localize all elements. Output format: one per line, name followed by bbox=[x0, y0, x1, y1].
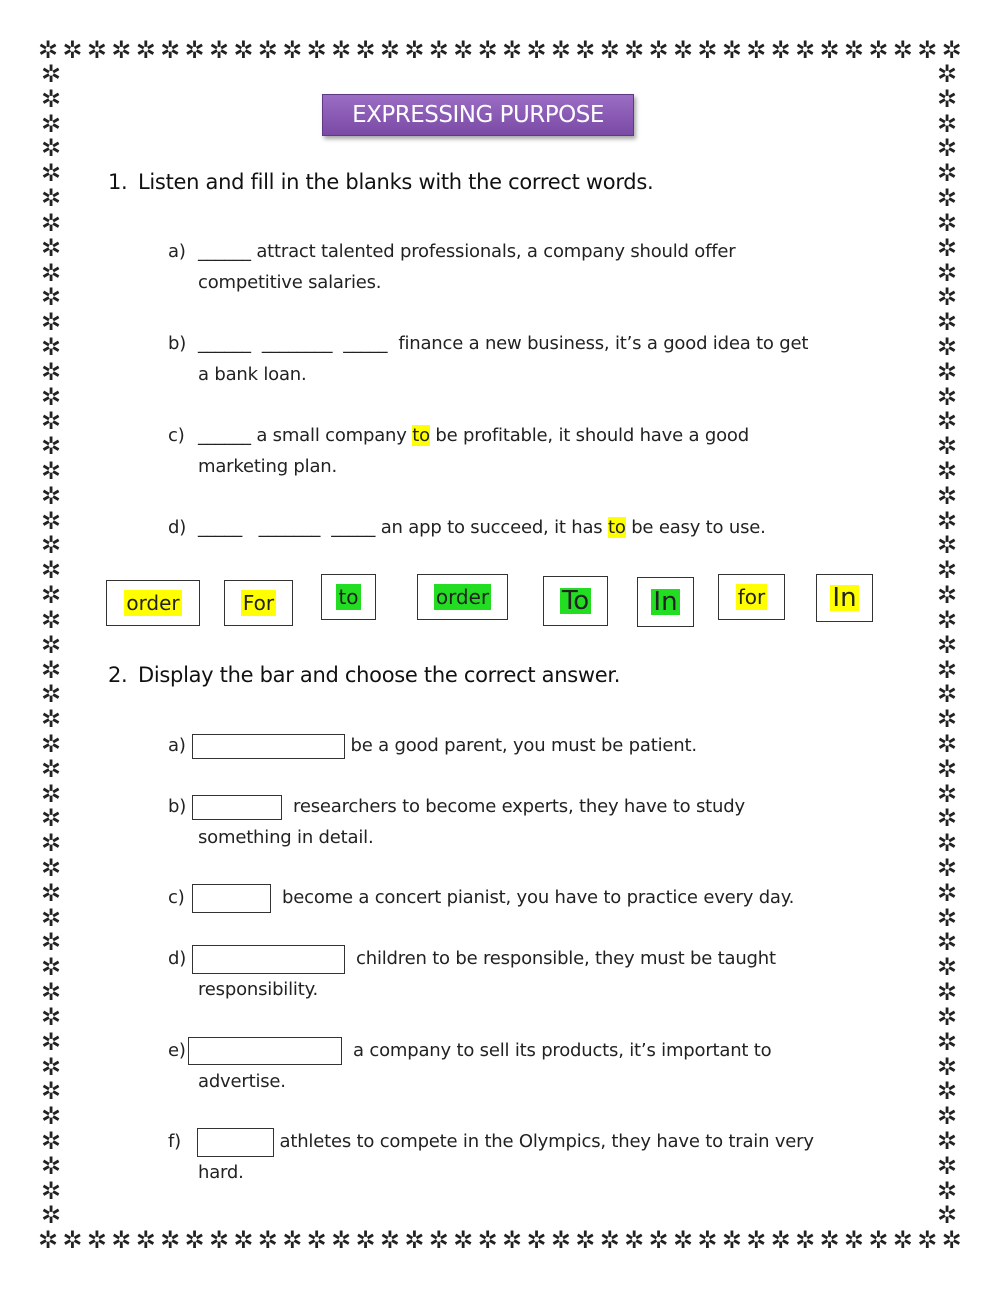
border-star-icon: ✲ bbox=[40, 184, 62, 213]
border-star-icon: ✲ bbox=[355, 36, 376, 64]
item-text: researchers to become experts, they have to study bbox=[293, 796, 745, 817]
word-tile-text: order bbox=[126, 591, 180, 615]
border-star-icon: ✲ bbox=[936, 655, 958, 684]
word-tile-text: In bbox=[832, 583, 857, 613]
section1-number: 1. bbox=[108, 170, 128, 194]
item-label: c) bbox=[168, 887, 185, 908]
section1-heading bbox=[108, 170, 653, 194]
border-star-icon: ✲ bbox=[672, 36, 694, 64]
item-line: ______ ________ _____ finance a new business, it’s a good idea to get bbox=[198, 333, 809, 354]
border-star-icon: ✲ bbox=[40, 1126, 62, 1155]
border-star-icon: ✲ bbox=[697, 1226, 718, 1254]
border-star-icon: ✲ bbox=[404, 36, 425, 64]
word-tile-text: for bbox=[737, 585, 766, 609]
border-star-icon: ✲ bbox=[379, 1226, 401, 1254]
item-label: f) bbox=[168, 1131, 181, 1152]
word-tile-in-green[interactable] bbox=[637, 577, 694, 627]
word-tile-text: to bbox=[338, 585, 359, 609]
border-star-icon: ✲ bbox=[526, 1226, 547, 1254]
border-star-icon: ✲ bbox=[40, 159, 62, 188]
border-star-icon: ✲ bbox=[936, 804, 958, 833]
border-star-icon: ✲ bbox=[86, 1226, 107, 1254]
border-star-icon: ✲ bbox=[184, 36, 205, 64]
border-top bbox=[38, 37, 962, 63]
border-star-icon: ✲ bbox=[40, 109, 62, 138]
border-star-icon: ✲ bbox=[40, 1077, 62, 1106]
item-label: d) bbox=[168, 948, 187, 969]
border-star-icon: ✲ bbox=[550, 1226, 571, 1254]
border-star-icon: ✲ bbox=[936, 705, 958, 734]
word-tile-to-capital[interactable] bbox=[543, 576, 608, 626]
word-tile-in-yellow[interactable] bbox=[816, 574, 873, 622]
border-star-icon: ✲ bbox=[184, 1226, 205, 1254]
border-star-icon: ✲ bbox=[40, 829, 62, 858]
item-line: hard. bbox=[198, 1162, 244, 1183]
border-star-icon: ✲ bbox=[819, 36, 840, 64]
border-star-icon: ✲ bbox=[575, 36, 596, 64]
s2-item-a bbox=[168, 730, 868, 761]
border-star-icon: ✲ bbox=[936, 208, 958, 237]
border-star-icon: ✲ bbox=[936, 556, 958, 585]
border-star-icon: ✲ bbox=[135, 36, 156, 64]
border-star-icon: ✲ bbox=[936, 903, 958, 932]
border-star-icon: ✲ bbox=[936, 233, 958, 262]
border-star-icon: ✲ bbox=[936, 581, 958, 610]
border-star-icon: ✲ bbox=[721, 36, 742, 64]
item-label: b) bbox=[168, 333, 187, 354]
border-star-icon: ✲ bbox=[624, 1226, 645, 1254]
border-star-icon: ✲ bbox=[936, 308, 958, 337]
border-star-icon: ✲ bbox=[477, 36, 498, 64]
word-tile-text: To bbox=[561, 586, 590, 616]
border-star-icon: ✲ bbox=[502, 36, 523, 64]
border-star-icon: ✲ bbox=[936, 1027, 958, 1056]
section2-heading-text: Display the bar and choose the correct answer. bbox=[138, 663, 621, 687]
word-tile-for[interactable] bbox=[718, 574, 785, 620]
word-tile-for-capital[interactable] bbox=[224, 580, 293, 626]
border-star-icon: ✲ bbox=[40, 680, 62, 709]
border-star-icon: ✲ bbox=[936, 332, 958, 361]
border-star-icon: ✲ bbox=[233, 1226, 254, 1254]
border-star-icon: ✲ bbox=[257, 36, 278, 64]
border-star-icon: ✲ bbox=[40, 630, 62, 659]
border-star-icon: ✲ bbox=[721, 1226, 742, 1254]
border-star-icon: ✲ bbox=[936, 184, 958, 213]
border-star-icon: ✲ bbox=[40, 556, 62, 585]
border-star-icon: ✲ bbox=[936, 729, 958, 758]
border-star-icon: ✲ bbox=[40, 1052, 62, 1081]
border-star-icon: ✲ bbox=[936, 754, 958, 783]
border-star-icon: ✲ bbox=[40, 804, 62, 833]
border-star-icon: ✲ bbox=[936, 134, 958, 163]
border-star-icon: ✲ bbox=[160, 1226, 181, 1254]
border-star-icon: ✲ bbox=[282, 36, 303, 64]
border-star-icon: ✲ bbox=[40, 1151, 62, 1180]
border-star-icon: ✲ bbox=[428, 36, 449, 64]
border-bottom bbox=[38, 1227, 962, 1253]
border-star-icon: ✲ bbox=[40, 1102, 62, 1131]
border-star-icon: ✲ bbox=[40, 84, 62, 113]
border-star-icon: ✲ bbox=[40, 457, 62, 485]
border-star-icon: ✲ bbox=[868, 1226, 889, 1254]
border-star-icon: ✲ bbox=[599, 36, 620, 64]
border-star-icon: ✲ bbox=[936, 60, 958, 88]
border-star-icon: ✲ bbox=[550, 36, 571, 64]
border-star-icon: ✲ bbox=[868, 36, 889, 64]
item-text: _____ _______ _____ an app to succeed, it has bbox=[198, 517, 609, 538]
border-star-icon: ✲ bbox=[331, 1226, 352, 1254]
highlighted-word: to bbox=[608, 517, 626, 538]
item-line: marketing plan. bbox=[198, 456, 338, 477]
item-label: b) bbox=[168, 796, 187, 817]
border-star-icon: ✲ bbox=[331, 36, 352, 64]
border-star-icon: ✲ bbox=[599, 1226, 620, 1254]
border-star-icon: ✲ bbox=[208, 1226, 230, 1254]
border-star-icon: ✲ bbox=[40, 953, 62, 982]
border-star-icon: ✲ bbox=[936, 1052, 958, 1081]
s1-item-b bbox=[168, 328, 868, 390]
item-text: be a good parent, you must be patient. bbox=[350, 735, 697, 756]
item-line: competitive salaries. bbox=[198, 272, 382, 293]
border-star-icon: ✲ bbox=[40, 134, 62, 163]
item-line bbox=[192, 791, 868, 822]
border-star-icon: ✲ bbox=[936, 680, 958, 709]
section2-number: 2. bbox=[108, 663, 128, 687]
border-star-icon: ✲ bbox=[936, 829, 958, 858]
border-star-icon: ✲ bbox=[892, 36, 913, 64]
border-star-icon: ✲ bbox=[936, 928, 958, 957]
border-star-icon: ✲ bbox=[526, 36, 547, 64]
border-star-icon: ✲ bbox=[40, 481, 62, 510]
border-star-icon: ✲ bbox=[40, 903, 62, 932]
s2-item-f bbox=[168, 1126, 868, 1188]
border-star-icon: ✲ bbox=[936, 1126, 958, 1155]
item-line bbox=[192, 943, 868, 974]
item-line: ______ attract talented professionals, a company should offer bbox=[198, 241, 736, 262]
border-star-icon: ✲ bbox=[40, 506, 62, 535]
border-star-icon: ✲ bbox=[936, 1002, 958, 1031]
border-star-icon: ✲ bbox=[819, 1226, 840, 1254]
border-star-icon: ✲ bbox=[40, 878, 62, 907]
border-star-icon: ✲ bbox=[40, 233, 62, 262]
item-text: children to be responsible, they must be taught bbox=[356, 948, 776, 969]
word-tile-text: In bbox=[653, 587, 678, 617]
border-star-icon: ✲ bbox=[40, 1002, 62, 1031]
item-line bbox=[192, 730, 868, 761]
border-star-icon: ✲ bbox=[697, 36, 718, 64]
item-line bbox=[198, 420, 868, 451]
item-line: a bank loan. bbox=[198, 364, 307, 385]
border-star-icon: ✲ bbox=[40, 283, 62, 312]
border-star-icon: ✲ bbox=[936, 1151, 958, 1180]
border-star-icon: ✲ bbox=[477, 1226, 498, 1254]
border-star-icon: ✲ bbox=[624, 36, 645, 64]
border-star-icon: ✲ bbox=[672, 1226, 694, 1254]
border-star-icon: ✲ bbox=[936, 1102, 958, 1131]
item-label: a) bbox=[168, 735, 186, 756]
border-star-icon: ✲ bbox=[40, 60, 62, 88]
item-text: ______ a small company bbox=[198, 425, 413, 446]
section1-heading-text: Listen and fill in the blanks with the correct words. bbox=[138, 170, 654, 194]
border-star-icon: ✲ bbox=[770, 36, 791, 64]
border-star-icon: ✲ bbox=[936, 1077, 958, 1106]
item-line bbox=[188, 1035, 868, 1066]
border-star-icon: ✲ bbox=[936, 506, 958, 535]
border-star-icon: ✲ bbox=[936, 779, 958, 808]
s2-item-b bbox=[168, 791, 868, 853]
border-star-icon: ✲ bbox=[40, 531, 62, 560]
answer-dropdown[interactable] bbox=[188, 1037, 342, 1065]
border-star-icon: ✲ bbox=[355, 1226, 376, 1254]
border-star-icon: ✲ bbox=[770, 1226, 791, 1254]
item-line bbox=[198, 512, 868, 543]
item-text: be profitable, it should have a good bbox=[429, 425, 749, 446]
border-star-icon: ✲ bbox=[453, 1226, 474, 1254]
border-star-icon: ✲ bbox=[40, 705, 62, 734]
border-star-icon: ✲ bbox=[936, 84, 958, 113]
border-star-icon: ✲ bbox=[257, 1226, 278, 1254]
border-star-icon: ✲ bbox=[936, 878, 958, 907]
border-star-icon: ✲ bbox=[936, 283, 958, 312]
border-star-icon: ✲ bbox=[936, 953, 958, 982]
s1-item-a bbox=[168, 236, 868, 298]
item-line: responsibility. bbox=[198, 979, 318, 1000]
border-star-icon: ✲ bbox=[111, 1226, 132, 1254]
border-star-icon: ✲ bbox=[936, 978, 958, 1007]
border-star-icon: ✲ bbox=[746, 1226, 767, 1254]
border-star-icon: ✲ bbox=[306, 1226, 327, 1254]
border-star-icon: ✲ bbox=[941, 1226, 962, 1254]
border-star-icon: ✲ bbox=[40, 1176, 62, 1205]
border-star-icon: ✲ bbox=[936, 357, 958, 386]
border-star-icon: ✲ bbox=[38, 36, 59, 64]
border-star-icon: ✲ bbox=[648, 36, 669, 64]
border-star-icon: ✲ bbox=[917, 1226, 938, 1254]
item-line bbox=[192, 882, 868, 913]
item-text: a company to sell its products, it’s important to bbox=[353, 1040, 772, 1061]
word-tile-to[interactable] bbox=[321, 574, 376, 620]
item-text: be easy to use. bbox=[625, 517, 766, 538]
border-star-icon: ✲ bbox=[40, 308, 62, 337]
item-line: advertise. bbox=[198, 1071, 286, 1092]
item-label: e) bbox=[168, 1040, 186, 1061]
border-star-icon: ✲ bbox=[40, 729, 62, 758]
border-star-icon: ✲ bbox=[936, 531, 958, 560]
border-star-icon: ✲ bbox=[795, 1226, 816, 1254]
s2-item-e bbox=[168, 1035, 868, 1097]
border-star-icon: ✲ bbox=[795, 36, 816, 64]
border-star-icon: ✲ bbox=[917, 36, 938, 64]
border-star-icon: ✲ bbox=[936, 1176, 958, 1205]
item-text: athletes to compete in the Olympics, they have to train very bbox=[279, 1131, 814, 1152]
border-star-icon: ✲ bbox=[936, 481, 958, 510]
border-star-icon: ✲ bbox=[936, 605, 958, 634]
item-line: something in detail. bbox=[198, 827, 374, 848]
border-star-icon: ✲ bbox=[843, 36, 865, 64]
border-star-icon: ✲ bbox=[40, 258, 62, 287]
word-tile-text: order bbox=[435, 585, 490, 609]
border-star-icon: ✲ bbox=[62, 36, 83, 64]
border-star-icon: ✲ bbox=[208, 36, 230, 64]
border-star-icon: ✲ bbox=[40, 655, 62, 684]
item-line bbox=[197, 1126, 868, 1157]
border-star-icon: ✲ bbox=[746, 36, 767, 64]
border-star-icon: ✲ bbox=[575, 1226, 596, 1254]
border-star-icon: ✲ bbox=[40, 754, 62, 783]
border-star-icon: ✲ bbox=[40, 854, 62, 882]
border-star-icon: ✲ bbox=[40, 332, 62, 361]
border-right bbox=[934, 62, 960, 1228]
border-star-icon: ✲ bbox=[86, 36, 107, 64]
border-star-icon: ✲ bbox=[648, 1226, 669, 1254]
s2-item-d bbox=[168, 943, 868, 1005]
border-star-icon: ✲ bbox=[40, 357, 62, 386]
border-star-icon: ✲ bbox=[428, 1226, 449, 1254]
s2-item-c bbox=[168, 882, 868, 913]
border-star-icon: ✲ bbox=[40, 928, 62, 957]
answer-dropdown[interactable] bbox=[192, 945, 345, 974]
border-star-icon: ✲ bbox=[38, 1226, 59, 1254]
border-star-icon: ✲ bbox=[936, 630, 958, 659]
border-star-icon: ✲ bbox=[282, 1226, 303, 1254]
border-star-icon: ✲ bbox=[40, 432, 62, 461]
border-star-icon: ✲ bbox=[936, 258, 958, 287]
border-star-icon: ✲ bbox=[453, 36, 474, 64]
border-star-icon: ✲ bbox=[936, 407, 958, 436]
answer-dropdown[interactable] bbox=[197, 1128, 274, 1157]
border-star-icon: ✲ bbox=[379, 36, 401, 64]
answer-dropdown[interactable] bbox=[192, 884, 271, 913]
word-tile-text: For bbox=[242, 591, 275, 615]
section2-heading bbox=[108, 663, 620, 687]
border-star-icon: ✲ bbox=[941, 36, 962, 64]
border-star-icon: ✲ bbox=[135, 1226, 156, 1254]
word-tile-order[interactable] bbox=[106, 580, 200, 626]
s1-item-d bbox=[168, 512, 868, 543]
border-star-icon: ✲ bbox=[936, 109, 958, 138]
border-star-icon: ✲ bbox=[40, 581, 62, 610]
item-label: d) bbox=[168, 517, 187, 538]
page-title: EXPRESSING PURPOSE bbox=[322, 94, 634, 136]
answer-dropdown[interactable] bbox=[192, 795, 282, 820]
word-tile-order-green[interactable] bbox=[417, 574, 508, 620]
border-star-icon: ✲ bbox=[40, 779, 62, 808]
border-star-icon: ✲ bbox=[40, 1201, 62, 1230]
border-star-icon: ✲ bbox=[40, 605, 62, 634]
border-star-icon: ✲ bbox=[502, 1226, 523, 1254]
border-star-icon: ✲ bbox=[936, 382, 958, 411]
item-label: c) bbox=[168, 425, 185, 446]
item-text: become a concert pianist, you have to practice every day. bbox=[282, 887, 795, 908]
border-left bbox=[38, 62, 64, 1228]
border-star-icon: ✲ bbox=[936, 457, 958, 485]
border-star-icon: ✲ bbox=[306, 36, 327, 64]
border-star-icon: ✲ bbox=[936, 432, 958, 461]
border-star-icon: ✲ bbox=[40, 382, 62, 411]
item-label: a) bbox=[168, 241, 186, 262]
border-star-icon: ✲ bbox=[40, 208, 62, 237]
s1-item-c bbox=[168, 420, 868, 482]
answer-dropdown[interactable] bbox=[192, 734, 345, 759]
highlighted-word: to bbox=[412, 425, 430, 446]
border-star-icon: ✲ bbox=[843, 1226, 865, 1254]
border-star-icon: ✲ bbox=[160, 36, 181, 64]
border-star-icon: ✲ bbox=[936, 1201, 958, 1230]
border-star-icon: ✲ bbox=[936, 159, 958, 188]
border-star-icon: ✲ bbox=[233, 36, 254, 64]
border-star-icon: ✲ bbox=[111, 36, 132, 64]
border-star-icon: ✲ bbox=[404, 1226, 425, 1254]
border-star-icon: ✲ bbox=[40, 978, 62, 1007]
border-star-icon: ✲ bbox=[936, 854, 958, 882]
border-star-icon: ✲ bbox=[892, 1226, 913, 1254]
border-star-icon: ✲ bbox=[40, 1027, 62, 1056]
border-star-icon: ✲ bbox=[40, 407, 62, 436]
border-star-icon: ✲ bbox=[62, 1226, 83, 1254]
